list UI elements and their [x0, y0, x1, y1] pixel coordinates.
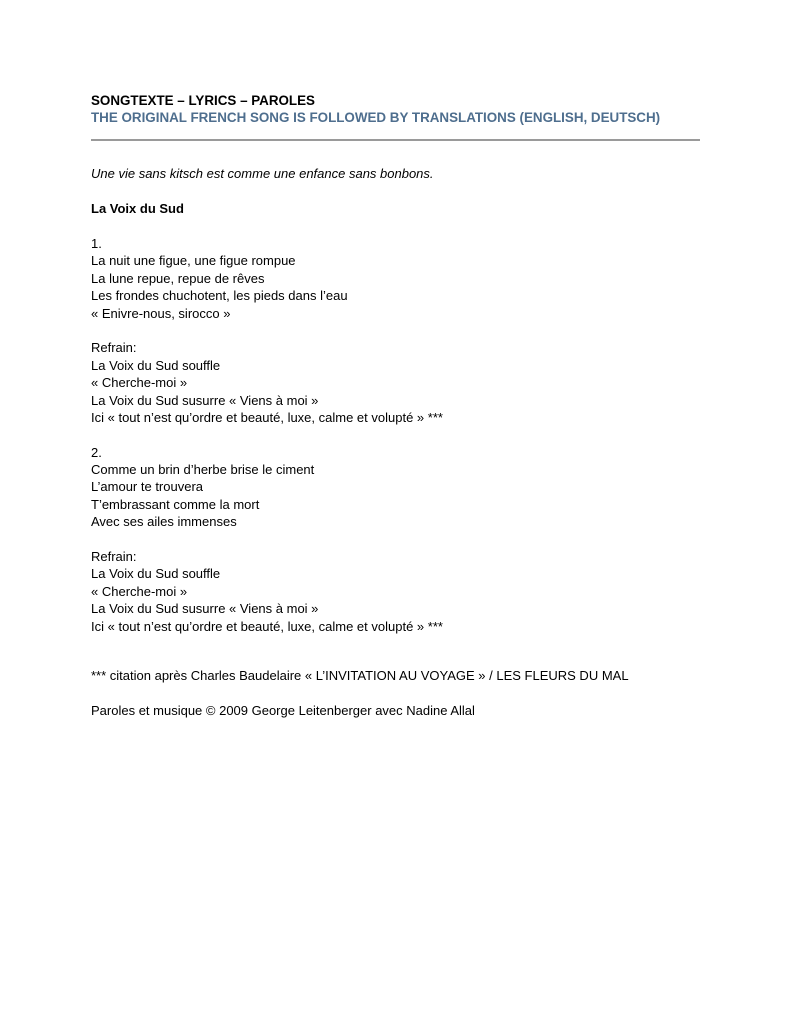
horizontal-rule [91, 139, 700, 141]
footnote-citation: *** citation après Charles Baudelaire « L’INVITATION AU VOYAGE » / LES FLEURS DU MAL [91, 668, 629, 683]
lyric-line: T’embrassant comme la mort [91, 496, 260, 512]
copyright-notice: Paroles et musique © 2009 George Leitenberger avec Nadine Allal [91, 703, 475, 718]
song-title: La Voix du Sud [91, 201, 184, 216]
lyric-line: L’amour te trouvera [91, 479, 204, 495]
verse-number: 1. [91, 236, 102, 251]
epigraph: Une vie sans kitsch est comme une enfance sans bonbons. [91, 166, 434, 181]
document-page [91, 92, 701, 718]
lyric-line: La Voix du Sud souffle [91, 357, 221, 373]
refrain-label: Refrain: [91, 549, 137, 565]
lyric-line: La Voix du Sud susurre « Viens à moi » [91, 601, 319, 617]
refrain-label: Refrain: [91, 340, 137, 356]
lyric-line: La lune repue, repue de rêves [91, 270, 265, 286]
spacer [91, 531, 443, 548]
lyric-line: La Voix du Sud souffle [91, 566, 221, 582]
spacer [91, 322, 443, 339]
verse-1 [91, 235, 443, 322]
document-title: SONGTEXTE – LYRICS – PAROLES [91, 93, 315, 108]
lyric-line: « Cherche-moi » [91, 375, 188, 391]
lyrics [91, 235, 443, 635]
lyric-line: « Cherche-moi » [91, 583, 188, 599]
lyric-line: Ici « tout n’est qu’ordre et beauté, luxe, calme et volupté » *** [91, 618, 443, 634]
refrain-2 [91, 548, 443, 635]
lyric-line: Avec ses ailes immenses [91, 514, 237, 530]
lyric-line: La nuit une figue, une figue rompue [91, 253, 296, 269]
spacer [91, 426, 443, 443]
lyric-line: Comme un brin d’herbe brise le ciment [91, 462, 315, 478]
refrain-1 [91, 339, 443, 426]
verse-2 [91, 444, 443, 531]
lyric-line: Les frondes chuchotent, les pieds dans l’eau [91, 288, 348, 304]
verse-number: 2. [91, 444, 102, 460]
lyric-line: Ici « tout n’est qu’ordre et beauté, luxe, calme et volupté » *** [91, 409, 443, 425]
document-subtitle: THE ORIGINAL FRENCH SONG IS FOLLOWED BY TRANSLATIONS (ENGLISH, DEUTSCH) [91, 110, 661, 125]
lyric-line: « Enivre-nous, sirocco » [91, 305, 231, 321]
lyric-line: La Voix du Sud susurre « Viens à moi » [91, 392, 319, 408]
